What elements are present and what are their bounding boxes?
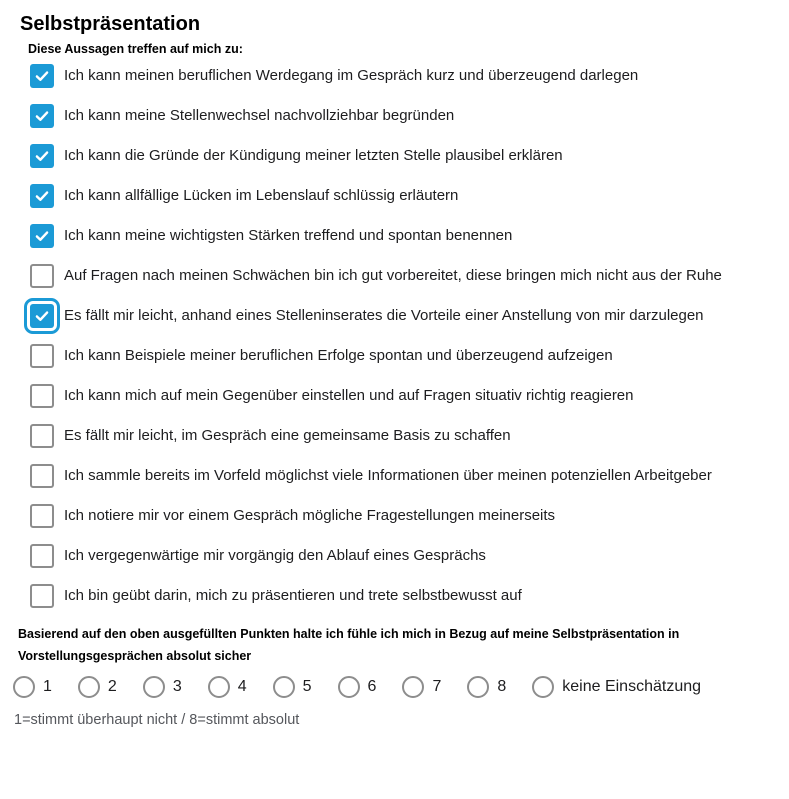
statement-checkbox-5[interactable]	[30, 224, 54, 248]
statement-checkbox-8[interactable]	[30, 344, 54, 368]
statement-label: Auf Fragen nach meinen Schwächen bin ich gut vorbereitet, diese bringen mich nicht aus der Ruhe	[64, 267, 722, 284]
statement-checkbox-14[interactable]	[30, 584, 54, 608]
statement-row	[30, 583, 771, 609]
statement-checkbox-11[interactable]	[30, 464, 54, 488]
rating-option	[467, 676, 506, 698]
rating-radio-9[interactable]	[532, 676, 554, 698]
rating-radio-label: keine Einschätzung	[562, 678, 702, 695]
rating-radio-label: 5	[302, 678, 312, 695]
statement-row	[30, 463, 771, 489]
rating-radio-5[interactable]	[273, 676, 295, 698]
statement-label: Es fällt mir leicht, im Gespräch eine gemeinsame Basis zu schaffen	[64, 427, 511, 444]
statement-label: Ich kann meine wichtigsten Stärken treffend und spontan benennen	[64, 227, 513, 244]
checkmark-icon	[33, 227, 51, 245]
statement-label: Ich notiere mir vor einem Gespräch mögliche Fragestellungen meinerseits	[64, 507, 556, 524]
statement-checkbox-2[interactable]	[30, 104, 54, 128]
rating-radio-7[interactable]	[402, 676, 424, 698]
statement-checkbox-6[interactable]	[30, 264, 54, 288]
rating-radio-label: 3	[172, 678, 182, 695]
statement-checkbox-13[interactable]	[30, 544, 54, 568]
rating-option	[402, 676, 441, 698]
statement-label: Ich kann allfällige Lücken im Lebenslauf schlüssig erläutern	[64, 187, 459, 204]
statement-checkbox-10[interactable]	[30, 424, 54, 448]
rating-scale	[13, 676, 771, 698]
rating-radio-label: 8	[497, 678, 507, 695]
checkmark-icon	[33, 67, 51, 85]
statement-row	[30, 423, 771, 449]
rating-radio-8[interactable]	[467, 676, 489, 698]
statement-label: Ich kann mich auf mein Gegenüber einstellen und auf Fragen situativ richtig reagieren	[64, 387, 634, 404]
statement-row	[30, 263, 771, 289]
statement-label: Ich bin geübt darin, mich zu präsentieren und trete selbstbewusst auf	[64, 587, 522, 604]
rating-option	[13, 676, 52, 698]
rating-radio-label: 6	[367, 678, 377, 695]
rating-option	[338, 676, 377, 698]
rating-radio-2[interactable]	[78, 676, 100, 698]
rating-radio-label: 1	[43, 678, 52, 695]
rating-radio-label: 4	[237, 678, 247, 695]
statement-checkbox-1[interactable]	[30, 64, 54, 88]
checkmark-icon	[33, 307, 51, 325]
rating-option	[532, 676, 701, 698]
rating-radio-4[interactable]	[208, 676, 230, 698]
statement-row	[30, 543, 771, 569]
rating-question: Basierend auf den oben ausgefüllten Punkten halte ich fühle ich mich in Bezug auf meine Selbstpräsentation in Vorstellungsgesprächen absolut sicher	[18, 627, 680, 663]
statement-row	[30, 63, 771, 89]
section-instruction: Diese Aussagen treffen auf mich zu:	[28, 42, 243, 56]
rating-option	[208, 676, 247, 698]
rating-option	[143, 676, 182, 698]
statement-label: Es fällt mir leicht, anhand eines Stelleninserates die Vorteile einer Anstellung von mir darzulegen	[64, 307, 704, 324]
checkmark-icon	[33, 187, 51, 205]
statement-row	[30, 143, 771, 169]
statement-label: Ich sammle bereits im Vorfeld möglichst viele Informationen über meinen potenziellen Arbeitgeber	[64, 467, 712, 484]
rating-radio-3[interactable]	[143, 676, 165, 698]
rating-option	[273, 676, 312, 698]
page-title: Selbstpräsentation	[20, 13, 201, 35]
scale-legend: 1=stimmt überhaupt nicht / 8=stimmt absolut	[14, 712, 300, 728]
rating-option	[78, 676, 117, 698]
statement-checkbox-9[interactable]	[30, 384, 54, 408]
checkmark-icon	[33, 107, 51, 125]
statement-row	[30, 183, 771, 209]
statement-checkbox-12[interactable]	[30, 504, 54, 528]
statement-checkbox-3[interactable]	[30, 144, 54, 168]
statement-checkbox-list	[20, 63, 771, 609]
statement-row	[30, 223, 771, 249]
rating-radio-1[interactable]	[13, 676, 35, 698]
rating-radio-label: 2	[107, 678, 117, 695]
rating-radio-6[interactable]	[338, 676, 360, 698]
statement-row	[30, 383, 771, 409]
rating-radio-label: 7	[432, 678, 442, 695]
statement-label: Ich kann Beispiele meiner beruflichen Erfolge spontan und überzeugend aufzeigen	[64, 347, 613, 364]
checkmark-icon	[33, 147, 51, 165]
statement-row	[30, 343, 771, 369]
statement-label: Ich kann die Gründe der Kündigung meiner letzten Stelle plausibel erklären	[64, 147, 563, 164]
statement-label: Ich vergegenwärtige mir vorgängig den Ablauf eines Gesprächs	[64, 547, 486, 564]
statement-row	[30, 303, 771, 329]
statement-label: Ich kann meine Stellenwechsel nachvollziehbar begründen	[64, 107, 455, 124]
statement-checkbox-4[interactable]	[30, 184, 54, 208]
statement-label: Ich kann meinen beruflichen Werdegang im Gespräch kurz und überzeugend darlegen	[64, 67, 639, 84]
statement-checkbox-7[interactable]	[30, 304, 54, 328]
statement-row	[30, 503, 771, 529]
statement-row	[30, 103, 771, 129]
